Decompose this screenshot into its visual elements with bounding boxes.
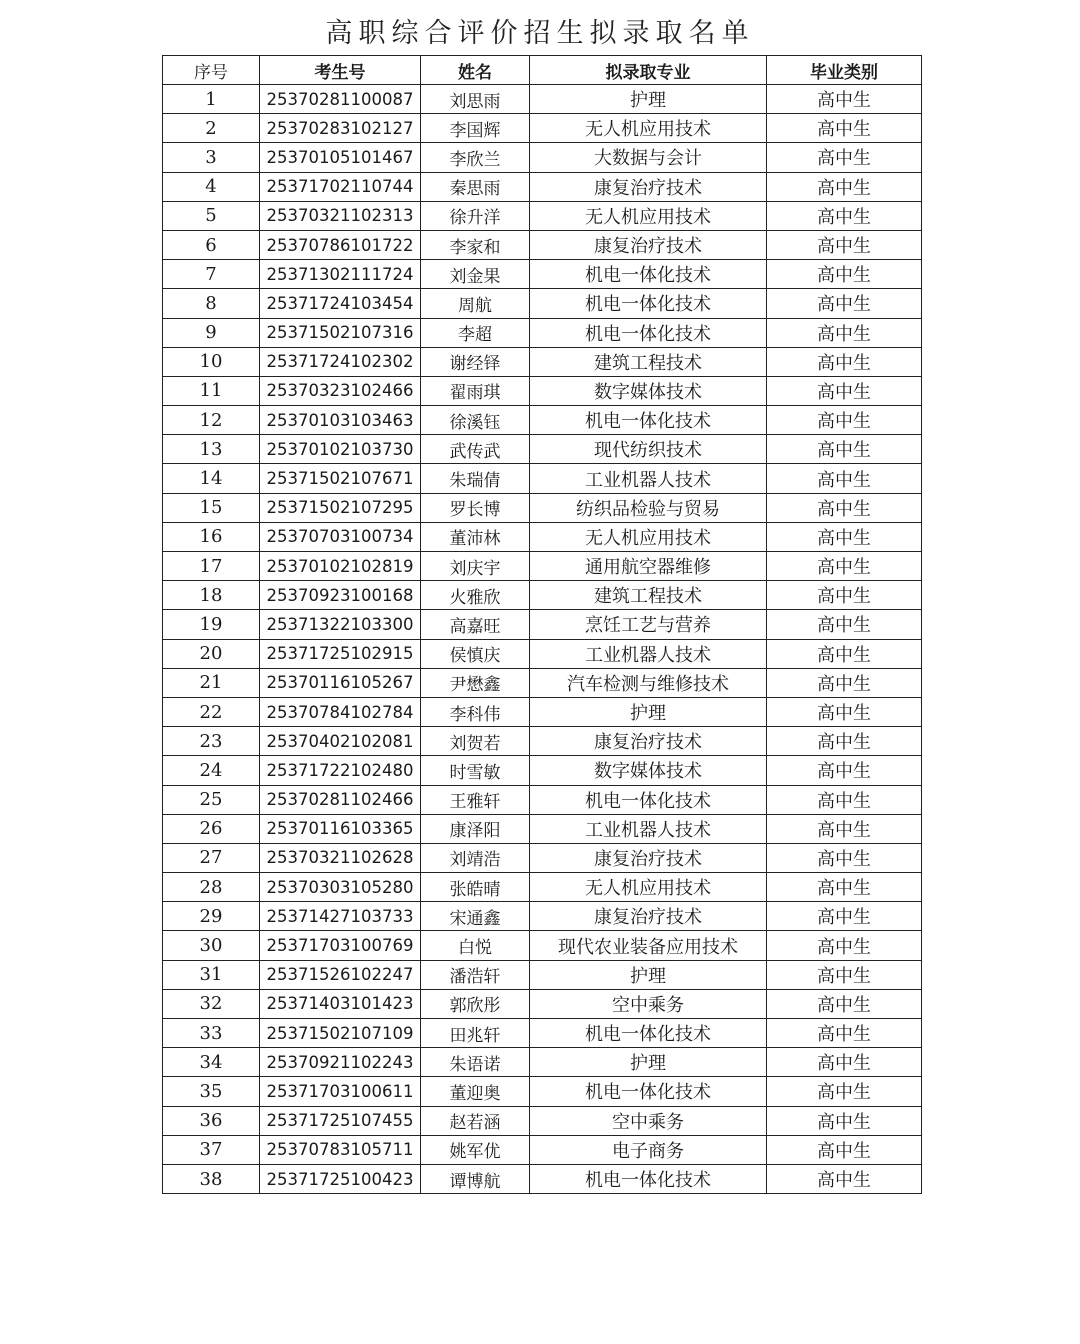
table-row — [163, 85, 922, 114]
cell-name: 郭欣彤 — [421, 989, 530, 1018]
cell-seq: 33 — [163, 1019, 260, 1048]
table-row — [163, 697, 922, 726]
cell-name: 秦思雨 — [421, 172, 530, 201]
cell-seq: 9 — [163, 318, 260, 347]
cell-major: 电子商务 — [530, 1135, 767, 1164]
cell-major: 现代纺织技术 — [530, 435, 767, 464]
cell-major: 汽车检测与维修技术 — [530, 668, 767, 697]
table-row — [163, 727, 922, 756]
cell-category: 高中生 — [767, 85, 922, 114]
cell-major: 建筑工程技术 — [530, 347, 767, 376]
cell-name: 罗长博 — [421, 493, 530, 522]
cell-major: 通用航空器维修 — [530, 552, 767, 581]
cell-exam-id: 25371403101423 — [260, 989, 421, 1018]
page-title: 高职综合评价招生拟录取名单 — [325, 18, 755, 49]
cell-seq: 27 — [163, 843, 260, 872]
table-row — [163, 931, 922, 960]
cell-category: 高中生 — [767, 347, 922, 376]
cell-seq: 1 — [163, 85, 260, 114]
cell-name: 刘金果 — [421, 260, 530, 289]
cell-seq: 32 — [163, 989, 260, 1018]
cell-name: 火雅欣 — [421, 581, 530, 610]
cell-exam-id: 25371302111724 — [260, 260, 421, 289]
cell-seq: 11 — [163, 376, 260, 405]
cell-exam-id: 25370102102819 — [260, 552, 421, 581]
cell-seq: 6 — [163, 230, 260, 259]
cell-name: 董迎奥 — [421, 1077, 530, 1106]
cell-category: 高中生 — [767, 143, 922, 172]
cell-exam-id: 25371502107109 — [260, 1019, 421, 1048]
table-row — [163, 435, 922, 464]
cell-major: 机电一体化技术 — [530, 289, 767, 318]
cell-category: 高中生 — [767, 1019, 922, 1048]
cell-name: 徐溪钰 — [421, 406, 530, 435]
cell-category: 高中生 — [767, 493, 922, 522]
cell-seq: 16 — [163, 522, 260, 551]
cell-name: 李超 — [421, 318, 530, 347]
cell-category: 高中生 — [767, 697, 922, 726]
cell-exam-id: 25370323102466 — [260, 376, 421, 405]
cell-seq: 7 — [163, 260, 260, 289]
table-row — [163, 552, 922, 581]
cell-exam-id: 25370921102243 — [260, 1048, 421, 1077]
cell-seq: 36 — [163, 1106, 260, 1135]
cell-seq: 24 — [163, 756, 260, 785]
cell-seq: 19 — [163, 610, 260, 639]
table-row — [163, 1135, 922, 1164]
table-row — [163, 406, 922, 435]
cell-name: 姚军优 — [421, 1135, 530, 1164]
cell-seq: 4 — [163, 172, 260, 201]
cell-name: 康泽阳 — [421, 814, 530, 843]
cell-category: 高中生 — [767, 230, 922, 259]
table-row — [163, 960, 922, 989]
table-row — [163, 464, 922, 493]
cell-category: 高中生 — [767, 1164, 922, 1193]
table-row — [163, 1019, 922, 1048]
cell-seq: 5 — [163, 201, 260, 230]
cell-exam-id: 25371526102247 — [260, 960, 421, 989]
cell-name: 谭博航 — [421, 1164, 530, 1193]
cell-seq: 23 — [163, 727, 260, 756]
cell-major: 纺织品检验与贸易 — [530, 493, 767, 522]
cell-seq: 37 — [163, 1135, 260, 1164]
cell-name: 周航 — [421, 289, 530, 318]
cell-major: 数字媒体技术 — [530, 756, 767, 785]
cell-exam-id: 25371502107295 — [260, 493, 421, 522]
cell-exam-id: 25371702110744 — [260, 172, 421, 201]
cell-seq: 10 — [163, 347, 260, 376]
cell-name: 时雪敏 — [421, 756, 530, 785]
cell-name: 赵若涵 — [421, 1106, 530, 1135]
cell-exam-id: 25371502107316 — [260, 318, 421, 347]
cell-category: 高中生 — [767, 260, 922, 289]
cell-exam-id: 25370105101467 — [260, 143, 421, 172]
cell-category: 高中生 — [767, 318, 922, 347]
table-row — [163, 843, 922, 872]
table-row — [163, 610, 922, 639]
cell-seq: 15 — [163, 493, 260, 522]
cell-name: 尹懋鑫 — [421, 668, 530, 697]
cell-seq: 20 — [163, 639, 260, 668]
table-row — [163, 318, 922, 347]
cell-category: 高中生 — [767, 1077, 922, 1106]
table-row — [163, 289, 922, 318]
cell-exam-id: 25370321102313 — [260, 201, 421, 230]
table-row — [163, 581, 922, 610]
cell-major: 机电一体化技术 — [530, 785, 767, 814]
cell-exam-id: 25370786101722 — [260, 230, 421, 259]
cell-category: 高中生 — [767, 464, 922, 493]
header-name: 姓名 — [421, 56, 530, 85]
cell-category: 高中生 — [767, 902, 922, 931]
cell-major: 护理 — [530, 85, 767, 114]
cell-major: 工业机器人技术 — [530, 464, 767, 493]
cell-name: 侯慎庆 — [421, 639, 530, 668]
cell-name: 刘靖浩 — [421, 843, 530, 872]
cell-exam-id: 25371322103300 — [260, 610, 421, 639]
cell-category: 高中生 — [767, 406, 922, 435]
cell-category: 高中生 — [767, 814, 922, 843]
cell-major: 工业机器人技术 — [530, 814, 767, 843]
table-row — [163, 114, 922, 143]
cell-seq: 12 — [163, 406, 260, 435]
cell-exam-id: 25370783105711 — [260, 1135, 421, 1164]
cell-exam-id: 25370116105267 — [260, 668, 421, 697]
table-row — [163, 814, 922, 843]
table-body — [163, 85, 922, 1194]
table-row — [163, 172, 922, 201]
cell-exam-id: 25370281102466 — [260, 785, 421, 814]
cell-category: 高中生 — [767, 639, 922, 668]
table-row — [163, 668, 922, 697]
cell-name: 武传武 — [421, 435, 530, 464]
cell-category: 高中生 — [767, 785, 922, 814]
cell-category: 高中生 — [767, 172, 922, 201]
cell-name: 田兆轩 — [421, 1019, 530, 1048]
cell-name: 李科伟 — [421, 697, 530, 726]
header-major: 拟录取专业 — [530, 56, 767, 85]
table-header — [163, 56, 922, 85]
table-row — [163, 522, 922, 551]
cell-seq: 29 — [163, 902, 260, 931]
cell-name: 翟雨琪 — [421, 376, 530, 405]
cell-category: 高中生 — [767, 989, 922, 1018]
cell-name: 刘贺若 — [421, 727, 530, 756]
cell-name: 朱语诺 — [421, 1048, 530, 1077]
table-row — [163, 902, 922, 931]
cell-seq: 22 — [163, 697, 260, 726]
cell-major: 无人机应用技术 — [530, 522, 767, 551]
cell-seq: 3 — [163, 143, 260, 172]
header-exam-id: 考生号 — [260, 56, 421, 85]
cell-exam-id: 25371703100769 — [260, 931, 421, 960]
table-row — [163, 376, 922, 405]
cell-exam-id: 25371427103733 — [260, 902, 421, 931]
cell-major: 机电一体化技术 — [530, 406, 767, 435]
cell-category: 高中生 — [767, 1106, 922, 1135]
table-row — [163, 143, 922, 172]
cell-category: 高中生 — [767, 552, 922, 581]
cell-category: 高中生 — [767, 960, 922, 989]
cell-major: 无人机应用技术 — [530, 201, 767, 230]
table-row — [163, 1106, 922, 1135]
cell-name: 宋通鑫 — [421, 902, 530, 931]
cell-major: 无人机应用技术 — [530, 114, 767, 143]
cell-seq: 38 — [163, 1164, 260, 1193]
table-row — [163, 493, 922, 522]
cell-exam-id: 25370303105280 — [260, 873, 421, 902]
table-row — [163, 639, 922, 668]
cell-seq: 26 — [163, 814, 260, 843]
cell-major: 康复治疗技术 — [530, 727, 767, 756]
cell-exam-id: 25371722102480 — [260, 756, 421, 785]
cell-name: 白悦 — [421, 931, 530, 960]
table-row — [163, 260, 922, 289]
cell-name: 徐升洋 — [421, 201, 530, 230]
cell-seq: 14 — [163, 464, 260, 493]
cell-major: 机电一体化技术 — [530, 1164, 767, 1193]
table-row — [163, 1164, 922, 1193]
cell-major: 数字媒体技术 — [530, 376, 767, 405]
admission-table — [162, 55, 922, 1194]
table-row — [163, 230, 922, 259]
cell-exam-id: 25371724102302 — [260, 347, 421, 376]
cell-exam-id: 25370784102784 — [260, 697, 421, 726]
cell-major: 烹饪工艺与营养 — [530, 610, 767, 639]
cell-seq: 17 — [163, 552, 260, 581]
cell-name: 李家和 — [421, 230, 530, 259]
cell-major: 空中乘务 — [530, 989, 767, 1018]
cell-seq: 31 — [163, 960, 260, 989]
cell-name: 刘思雨 — [421, 85, 530, 114]
cell-major: 大数据与会计 — [530, 143, 767, 172]
table-row — [163, 1077, 922, 1106]
cell-name: 潘浩轩 — [421, 960, 530, 989]
cell-category: 高中生 — [767, 201, 922, 230]
cell-category: 高中生 — [767, 1048, 922, 1077]
cell-major: 空中乘务 — [530, 1106, 767, 1135]
cell-major: 护理 — [530, 1048, 767, 1077]
cell-exam-id: 25371724103454 — [260, 289, 421, 318]
cell-major: 机电一体化技术 — [530, 318, 767, 347]
cell-exam-id: 25370923100168 — [260, 581, 421, 610]
cell-seq: 25 — [163, 785, 260, 814]
table-row — [163, 1048, 922, 1077]
cell-seq: 13 — [163, 435, 260, 464]
cell-major: 机电一体化技术 — [530, 1077, 767, 1106]
cell-name: 王雅轩 — [421, 785, 530, 814]
cell-major: 工业机器人技术 — [530, 639, 767, 668]
cell-exam-id: 25370283102127 — [260, 114, 421, 143]
cell-exam-id: 25371703100611 — [260, 1077, 421, 1106]
cell-major: 康复治疗技术 — [530, 843, 767, 872]
header-seq: 序号 — [163, 56, 260, 85]
cell-major: 无人机应用技术 — [530, 873, 767, 902]
cell-seq: 34 — [163, 1048, 260, 1077]
cell-category: 高中生 — [767, 931, 922, 960]
cell-exam-id: 25370703100734 — [260, 522, 421, 551]
cell-name: 谢经铎 — [421, 347, 530, 376]
cell-major: 现代农业装备应用技术 — [530, 931, 767, 960]
header-category: 毕业类别 — [767, 56, 922, 85]
cell-category: 高中生 — [767, 1135, 922, 1164]
cell-seq: 18 — [163, 581, 260, 610]
cell-major: 机电一体化技术 — [530, 1019, 767, 1048]
table-row — [163, 873, 922, 902]
cell-name: 董沛林 — [421, 522, 530, 551]
cell-major: 机电一体化技术 — [530, 260, 767, 289]
table-row — [163, 756, 922, 785]
cell-major: 护理 — [530, 697, 767, 726]
cell-seq: 35 — [163, 1077, 260, 1106]
cell-name: 刘庆宇 — [421, 552, 530, 581]
cell-category: 高中生 — [767, 289, 922, 318]
table-row — [163, 201, 922, 230]
cell-major: 护理 — [530, 960, 767, 989]
cell-name: 朱瑞倩 — [421, 464, 530, 493]
cell-seq: 28 — [163, 873, 260, 902]
cell-category: 高中生 — [767, 114, 922, 143]
cell-exam-id: 25371725100423 — [260, 1164, 421, 1193]
cell-seq: 2 — [163, 114, 260, 143]
cell-exam-id: 25370103103463 — [260, 406, 421, 435]
cell-major: 康复治疗技术 — [530, 172, 767, 201]
cell-category: 高中生 — [767, 435, 922, 464]
cell-exam-id: 25371725107455 — [260, 1106, 421, 1135]
cell-category: 高中生 — [767, 610, 922, 639]
cell-name: 高嘉旺 — [421, 610, 530, 639]
cell-category: 高中生 — [767, 727, 922, 756]
table-row — [163, 989, 922, 1018]
cell-name: 李欣兰 — [421, 143, 530, 172]
cell-exam-id: 25370321102628 — [260, 843, 421, 872]
cell-exam-id: 25370116103365 — [260, 814, 421, 843]
header-row — [163, 56, 922, 85]
cell-seq: 8 — [163, 289, 260, 318]
cell-category: 高中生 — [767, 873, 922, 902]
cell-category: 高中生 — [767, 843, 922, 872]
cell-seq: 21 — [163, 668, 260, 697]
cell-category: 高中生 — [767, 756, 922, 785]
cell-major: 康复治疗技术 — [530, 230, 767, 259]
cell-category: 高中生 — [767, 581, 922, 610]
cell-name: 张皓晴 — [421, 873, 530, 902]
cell-exam-id: 25370102103730 — [260, 435, 421, 464]
table-row — [163, 347, 922, 376]
cell-category: 高中生 — [767, 522, 922, 551]
cell-exam-id: 25371725102915 — [260, 639, 421, 668]
cell-major: 康复治疗技术 — [530, 902, 767, 931]
cell-category: 高中生 — [767, 668, 922, 697]
cell-seq: 30 — [163, 931, 260, 960]
cell-category: 高中生 — [767, 376, 922, 405]
cell-exam-id: 25370402102081 — [260, 727, 421, 756]
cell-exam-id: 25371502107671 — [260, 464, 421, 493]
cell-name: 李国辉 — [421, 114, 530, 143]
cell-exam-id: 25370281100087 — [260, 85, 421, 114]
cell-major: 建筑工程技术 — [530, 581, 767, 610]
table-row — [163, 785, 922, 814]
